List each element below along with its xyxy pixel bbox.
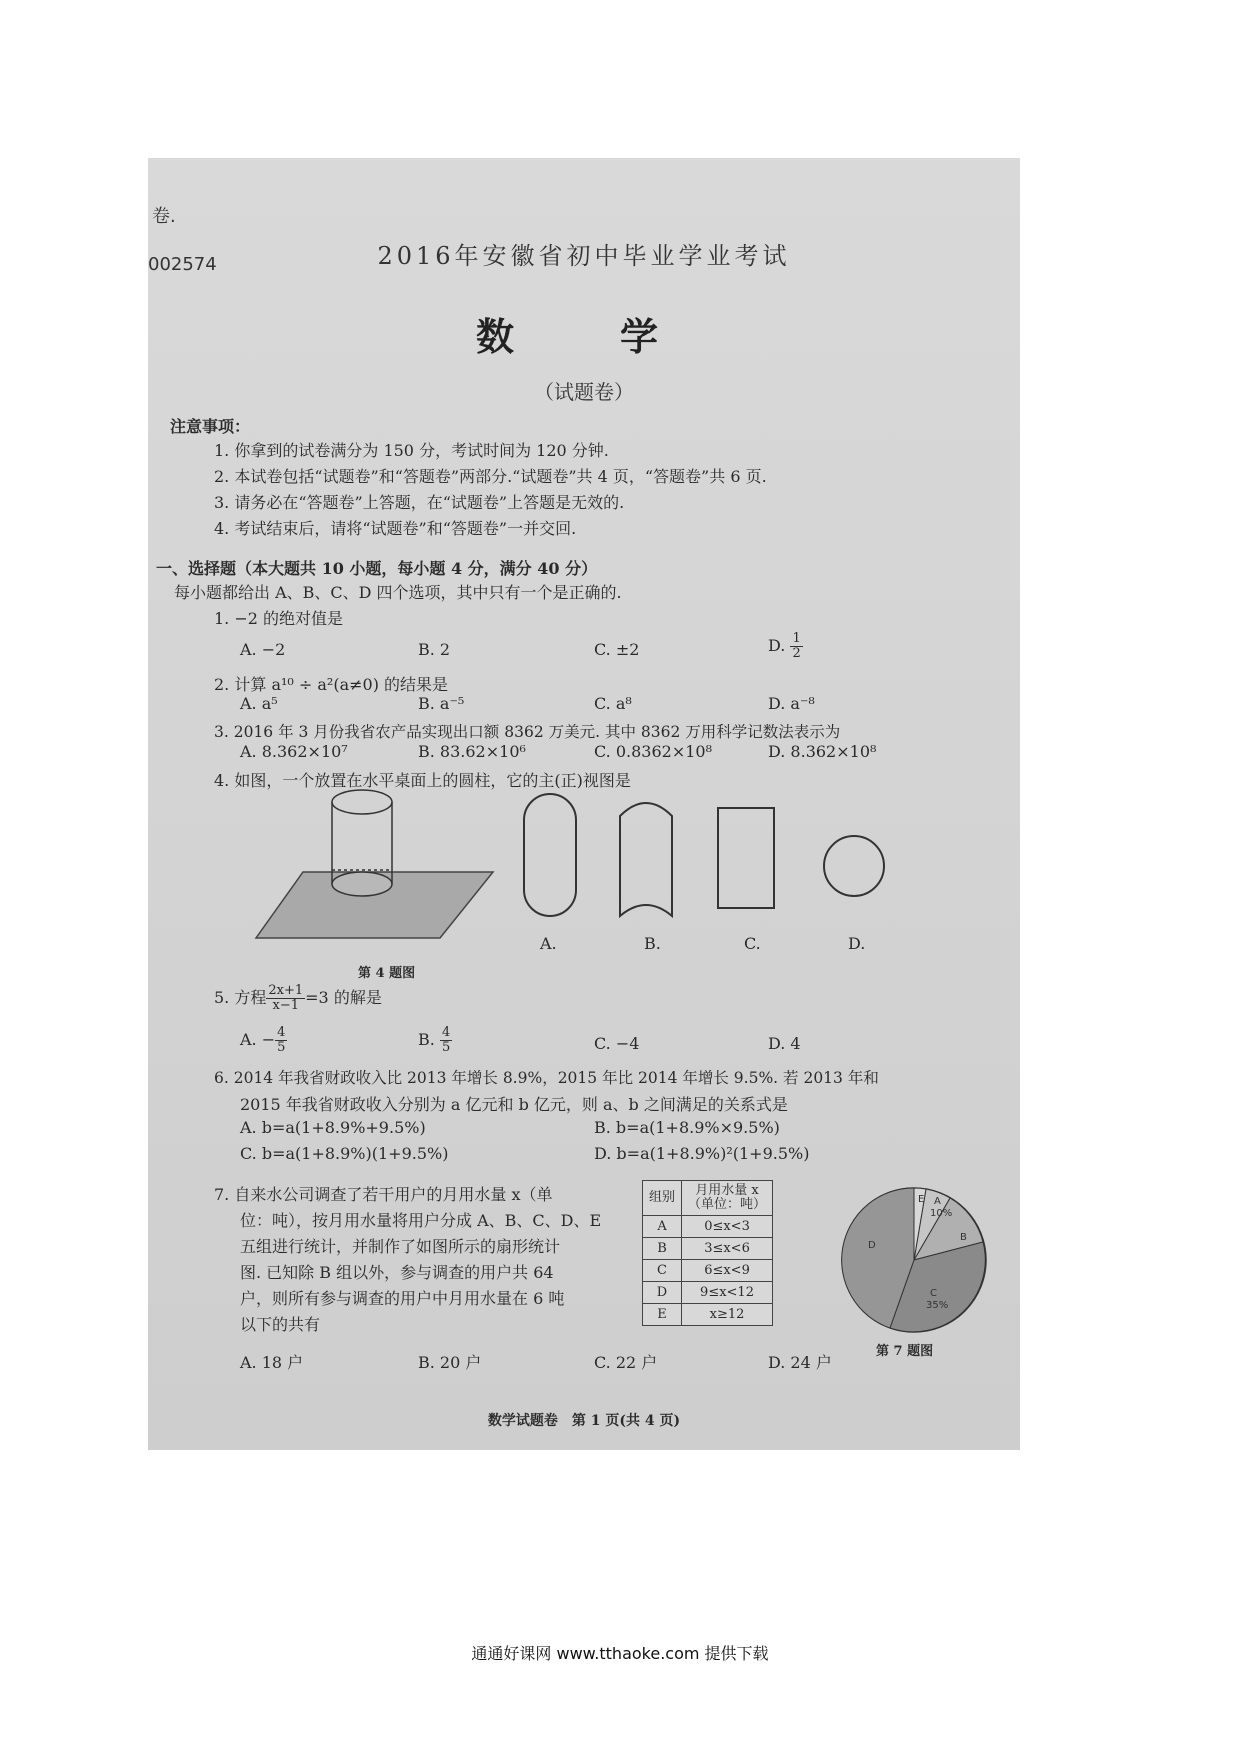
exam-title: 2016年安徽省初中毕业学业考试 — [377, 242, 791, 270]
table-row — [643, 1216, 773, 1238]
fraction-numerator: 1 — [792, 631, 801, 646]
page-number-footer: 数学试题卷 第 1 页(共 4 页) — [487, 1413, 681, 1429]
handwritten-code: 002574 — [148, 254, 217, 275]
q1-option-c: C. ±2 — [594, 640, 640, 659]
note-item: 1. 你拿到的试卷满分为 150 分，考试时间为 120 分钟. — [214, 441, 609, 460]
fraction-numerator: 4 — [277, 1025, 286, 1040]
note-item: 3. 请务必在“答题卷”上答题，在“试题卷”上答题是无效的. — [214, 493, 625, 512]
table-cell: E — [643, 1304, 682, 1326]
fraction-numerator: 2x+1 — [268, 983, 304, 998]
q5-option-a-label: A. − — [240, 1030, 276, 1049]
table-cell: C — [643, 1260, 682, 1282]
q5-option-b — [418, 1026, 452, 1055]
table-cell: 0≤x<3 — [682, 1216, 773, 1238]
pie-label-a-percent: 10% — [930, 1208, 953, 1219]
q7-option-d: D. 24 户 — [768, 1353, 832, 1372]
q4-figures — [148, 788, 1020, 948]
table-row — [643, 1260, 773, 1282]
notes-heading: 注意事项： — [170, 417, 251, 436]
table-cell: 6≤x<9 — [682, 1260, 773, 1282]
q1-option-a: A. −2 — [240, 640, 286, 659]
q7-option-c: C. 22 户 — [594, 1353, 658, 1372]
table-row — [643, 1304, 773, 1326]
q4-label-b: B. — [644, 934, 661, 953]
note-item: 2. 本试卷包括“试题卷”和“答题卷”两部分.“试题卷”共 4 页，“答题卷”共 6 页. — [214, 467, 767, 486]
q2-option-a: A. a⁵ — [240, 694, 278, 713]
q5-option-d: D. 4 — [768, 1034, 801, 1053]
pie-label-a: A — [934, 1196, 941, 1207]
pie-label-c-percent: 35% — [926, 1300, 949, 1311]
table-row — [643, 1282, 773, 1304]
option-a-figure — [524, 794, 576, 916]
q6-option-d: D. b=a(1+8.9%)²(1+9.5%) — [594, 1144, 810, 1163]
q5-stem — [214, 984, 382, 1013]
option-c-figure — [718, 808, 774, 908]
q1-option-d-label: D. — [768, 636, 786, 655]
q5-stem-prefix: 5. 方程 — [214, 988, 267, 1007]
q4-label-c: C. — [744, 934, 761, 953]
q7-stem-line: 7. 自来水公司调查了若干用户的月用水量 x（单 — [214, 1185, 553, 1204]
q4-caption: 第 4 题图 — [358, 966, 416, 981]
q4-stem: 4. 如图，一个放置在水平桌面上的圆柱，它的主(正)视图是 — [214, 771, 631, 790]
q6-option-a: A. b=a(1+8.9%+9.5%) — [240, 1118, 426, 1137]
q7-caption: 第 7 题图 — [876, 1344, 934, 1359]
paper-type: （试题卷） — [534, 380, 634, 404]
q6-stem-line1: 6. 2014 年我省财政收入比 2013 年增长 8.9%，2015 年比 2014 年增长 9.5%. 若 2013 年和 — [214, 1069, 879, 1087]
table-cell: 3≤x<6 — [682, 1238, 773, 1260]
q7-stem-line: 图. 已知除 B 组以外，参与调查的用户共 64 — [240, 1263, 554, 1282]
table-header-group: 组别 — [643, 1181, 682, 1216]
q3-option-d: D. 8.362×10⁸ — [768, 742, 877, 761]
q7-stem-line: 户，则所有参与调查的用户中月用水量在 6 吨 — [240, 1289, 565, 1308]
q3-option-a: A. 8.362×10⁷ — [240, 742, 348, 761]
q6-option-b: B. b=a(1+8.9%×9.5%) — [594, 1118, 780, 1137]
table-cell: B — [643, 1238, 682, 1260]
q5-option-c: C. −4 — [594, 1034, 640, 1053]
q2-option-c: C. a⁸ — [594, 694, 632, 713]
fraction — [275, 1026, 287, 1055]
exam-page-photo — [148, 158, 1020, 1450]
pie-label-b: B — [960, 1232, 967, 1243]
fraction-numerator: 4 — [441, 1025, 451, 1040]
option-d-figure — [824, 836, 884, 896]
q5-option-a — [240, 1026, 287, 1055]
pie-label-e: E — [918, 1194, 925, 1205]
pie-label-c: C — [930, 1288, 937, 1299]
fraction-denominator: 2 — [792, 646, 801, 661]
exam-subject: 数 学 — [475, 314, 692, 359]
q7-pie-chart — [838, 1184, 1020, 1344]
handwritten-mark: 卷. — [152, 206, 176, 227]
table-cell: D — [643, 1282, 682, 1304]
cylinder-on-table-figure — [256, 790, 493, 938]
table-header-usage — [682, 1181, 773, 1216]
fraction-denominator: x−1 — [272, 998, 299, 1013]
q6-stem-line2: 2015 年我省财政收入分别为 a 亿元和 b 亿元，则 a、b 之间满足的关系式是 — [240, 1095, 788, 1114]
table-header-usage-line2: （单位：吨） — [688, 1197, 767, 1212]
q7-option-b: B. 20 户 — [418, 1353, 482, 1372]
q3-option-c: C. 0.8362×10⁸ — [594, 742, 713, 761]
q3-stem: 3. 2016 年 3 月份我省农产品实现出口额 8362 万美元. 其中 8362 万用科学记数法表示为 — [214, 723, 841, 741]
table-cell: 9≤x<12 — [682, 1282, 773, 1304]
q1-option-d — [768, 632, 803, 661]
fraction — [440, 1026, 452, 1055]
q5-stem-suffix: =3 的解是 — [305, 988, 382, 1007]
q7-option-a: A. 18 户 — [240, 1353, 304, 1372]
table-header-usage-line1: 月用水量 x — [695, 1183, 759, 1198]
q4-label-d: D. — [848, 934, 866, 953]
section-instruction: 每小题都给出 A、B、C、D 四个选项，其中只有一个是正确的. — [174, 583, 622, 602]
q4-label-a: A. — [540, 934, 557, 953]
table-header-row — [643, 1181, 773, 1216]
q1-stem: 1. −2 的绝对值是 — [214, 609, 344, 628]
q2-option-d: D. a⁻⁸ — [768, 694, 815, 713]
table-row — [643, 1238, 773, 1260]
q5-option-b-label: B. — [418, 1030, 435, 1049]
q1-option-b: B. 2 — [418, 640, 451, 659]
q6-option-c: C. b=a(1+8.9%)(1+9.5%) — [240, 1144, 449, 1163]
q2-stem: 2. 计算 a¹⁰ ÷ a²(a≠0) 的结果是 — [214, 675, 449, 694]
site-footer: 通通好课网 www.tthaoke.com 提供下载 — [471, 1644, 769, 1663]
q7-stem-line: 五组进行统计，并制作了如图所示的扇形统计 — [240, 1237, 561, 1256]
q7-water-usage-table — [642, 1180, 773, 1326]
q3-option-b: B. 83.62×10⁶ — [418, 742, 526, 761]
fraction-denominator: 5 — [277, 1040, 286, 1055]
note-item: 4. 考试结束后，请将“试题卷”和“答题卷”一并交回. — [214, 519, 577, 538]
section-heading: 一、选择题（本大题共 10 小题，每小题 4 分，满分 40 分） — [156, 559, 598, 578]
q7-stem-line: 位：吨），按月用水量将用户分成 A、B、C、D、E — [240, 1211, 602, 1230]
table-cell: A — [643, 1216, 682, 1238]
table-cell: x≥12 — [682, 1304, 773, 1326]
fraction — [790, 632, 802, 661]
q2-option-b: B. a⁻⁵ — [418, 694, 465, 713]
pie-label-d: D — [868, 1240, 876, 1251]
fraction-denominator: 5 — [441, 1040, 451, 1055]
q7-stem-line: 以下的共有 — [240, 1315, 321, 1334]
option-b-figure — [620, 803, 672, 916]
fraction — [266, 984, 305, 1013]
